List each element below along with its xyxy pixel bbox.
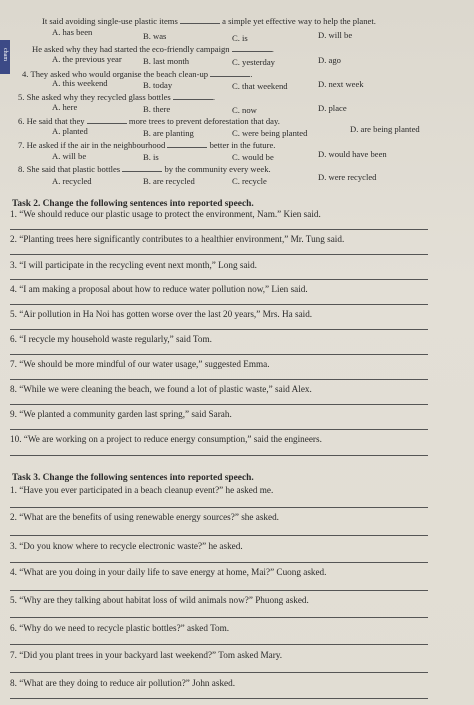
option-d: D. are being planted	[350, 124, 420, 134]
option-d: D. would have been	[318, 149, 387, 159]
option-d: D. will be	[318, 30, 353, 40]
question-text: 5. She asked why they recycled glass bottles	[18, 92, 171, 102]
option-a: A. has been	[52, 27, 93, 37]
option-a: A. this weekend	[52, 78, 108, 88]
option-d: D. were recycled	[318, 172, 377, 182]
question-text: 4. They asked who would organise the beach clean-up	[22, 69, 209, 79]
task3-item-1: 1. “Have you ever participated in a beach cleanup event?” he asked me.	[10, 485, 274, 495]
answer-line	[10, 535, 428, 536]
answer-line	[10, 404, 428, 405]
answer-blank	[122, 163, 162, 172]
question-tail: by the community every week.	[164, 164, 271, 174]
option-d: D. next week	[318, 79, 364, 89]
answer-line	[10, 254, 428, 255]
answer-line	[10, 644, 428, 645]
option-b: B. is	[143, 152, 159, 162]
option-b: B. are planting	[143, 128, 194, 138]
answer-blank	[210, 68, 253, 79]
multiple-choice-section	[0, 0, 474, 190]
answer-line	[10, 329, 428, 330]
task3-item-2: 2. “What are the benefits of using renewable energy sources?” she asked.	[10, 512, 279, 522]
question-tail: a simple yet effective way to help the planet.	[222, 16, 376, 26]
answer-blank	[87, 115, 127, 124]
task2-item-10: 10. “We are working on a project to reduce energy consumption,” said the engineers.	[10, 434, 322, 444]
task2-item-7: 7. “We should be more mindful of our water usage,” suggested Emma.	[10, 359, 270, 369]
mcq-question	[18, 91, 215, 102]
option-a: A. here	[52, 102, 78, 112]
answer-blank	[173, 91, 216, 102]
option-c: C. that weekend	[232, 81, 288, 91]
option-a: A. planted	[52, 126, 88, 136]
question-text: 6. He said that they	[18, 116, 85, 126]
question-tail: .	[271, 44, 274, 54]
mcq-question	[42, 15, 376, 26]
option-c: C. now	[232, 105, 257, 115]
option-b: B. was	[143, 31, 167, 41]
task2-item-5: 5. “Air pollution in Ha Noi has gotten worse over the last 20 years,” Mrs. Ha said.	[10, 309, 313, 319]
answer-blank	[167, 139, 207, 148]
answer-line	[10, 617, 428, 618]
option-d: D. ago	[318, 55, 341, 65]
option-c: C. recycle	[232, 176, 267, 186]
option-b: B. today	[143, 80, 173, 90]
task2-item-4: 4. “I am making a proposal about how to reduce water pollution now,” Lien said.	[10, 284, 308, 294]
mcq-question	[32, 43, 274, 54]
option-b: B. are recycled	[143, 176, 195, 186]
option-a: A. will be	[52, 151, 87, 161]
binding-label: cham	[2, 48, 8, 61]
option-a: A. the previous year	[52, 54, 122, 64]
answer-line	[10, 379, 428, 380]
task2-item-3: 3. “I will participate in the recycling event next month,” Long said.	[10, 260, 257, 270]
answer-line	[10, 698, 428, 699]
answer-blank	[232, 43, 272, 52]
option-b: B. last month	[143, 56, 190, 66]
task3-item-3: 3. “Do you know where to recycle electronic waste?” he asked.	[10, 541, 243, 551]
answer-line	[10, 507, 428, 508]
task2-title: Task 2. Change the following sentences into reported speech.	[12, 199, 254, 209]
question-text: 8. She said that plastic bottles	[18, 164, 121, 174]
answer-line	[10, 672, 428, 673]
option-c: C. were being planted	[232, 128, 308, 138]
mcq-question	[18, 139, 275, 150]
task3-item-6: 6. “Why do we need to recycle plastic bottles?” asked Tom.	[10, 623, 230, 633]
question-text: 7. He asked if the air in the neighbourhood	[18, 140, 166, 150]
option-d: D. place	[318, 103, 347, 113]
mcq-question	[18, 115, 280, 126]
answer-line	[10, 229, 428, 230]
option-b: B. there	[143, 104, 171, 114]
answer-line	[10, 279, 428, 280]
question-text: It said avoiding single-use plastic items	[42, 16, 178, 26]
option-c: C. would be	[232, 152, 274, 162]
task2-item-1: 1. “We should reduce our plastic usage to protect the environment, Nam.” Kien said.	[10, 209, 321, 219]
mcq-question	[18, 163, 271, 174]
option-a: A. recycled	[52, 176, 92, 186]
option-c: C. is	[232, 33, 248, 43]
task2-item-8: 8. “While we were cleaning the beach, we found a lot of plastic waste,” said Alex.	[10, 384, 312, 394]
answer-line	[10, 455, 428, 456]
task3-item-5: 5. “Why are they talking about habitat loss of wild animals now?” Phuong asked.	[10, 595, 309, 605]
question-text: He asked why they had started the eco-friendly campaign	[32, 44, 230, 54]
task3-title: Task 3. Change the following sentences into reported speech.	[12, 473, 254, 483]
answer-line	[10, 304, 428, 305]
question-tail: .	[212, 92, 216, 102]
question-tail: .	[250, 69, 253, 79]
answer-blank	[180, 15, 220, 24]
answer-line	[10, 562, 428, 563]
answer-line	[10, 590, 428, 591]
task3-item-7: 7. “Did you plant trees in your backyard last weekend?” Tom asked Mary.	[10, 650, 283, 660]
task3-item-8: 8. “What are they doing to reduce air pollution?” John asked.	[10, 678, 236, 688]
answer-line	[10, 429, 428, 430]
question-tail: better in the future.	[209, 140, 276, 150]
option-c: C. yesterday	[232, 57, 275, 67]
task2-item-6: 6. “I recycle my household waste regularly,” said Tom.	[10, 334, 212, 344]
answer-line	[10, 354, 428, 355]
task2-item-2: 2. “Planting trees here significantly contributes to a healthier environment,” Mr. Tung said.	[10, 234, 345, 244]
task3-item-4: 4. “What are you doing in your daily life to save energy at home, Mai?” Cuong asked.	[10, 567, 327, 577]
question-tail: more trees to prevent deforestation that day.	[128, 116, 280, 126]
task2-item-9: 9. “We planted a community garden last spring,” said Sarah.	[10, 409, 232, 419]
